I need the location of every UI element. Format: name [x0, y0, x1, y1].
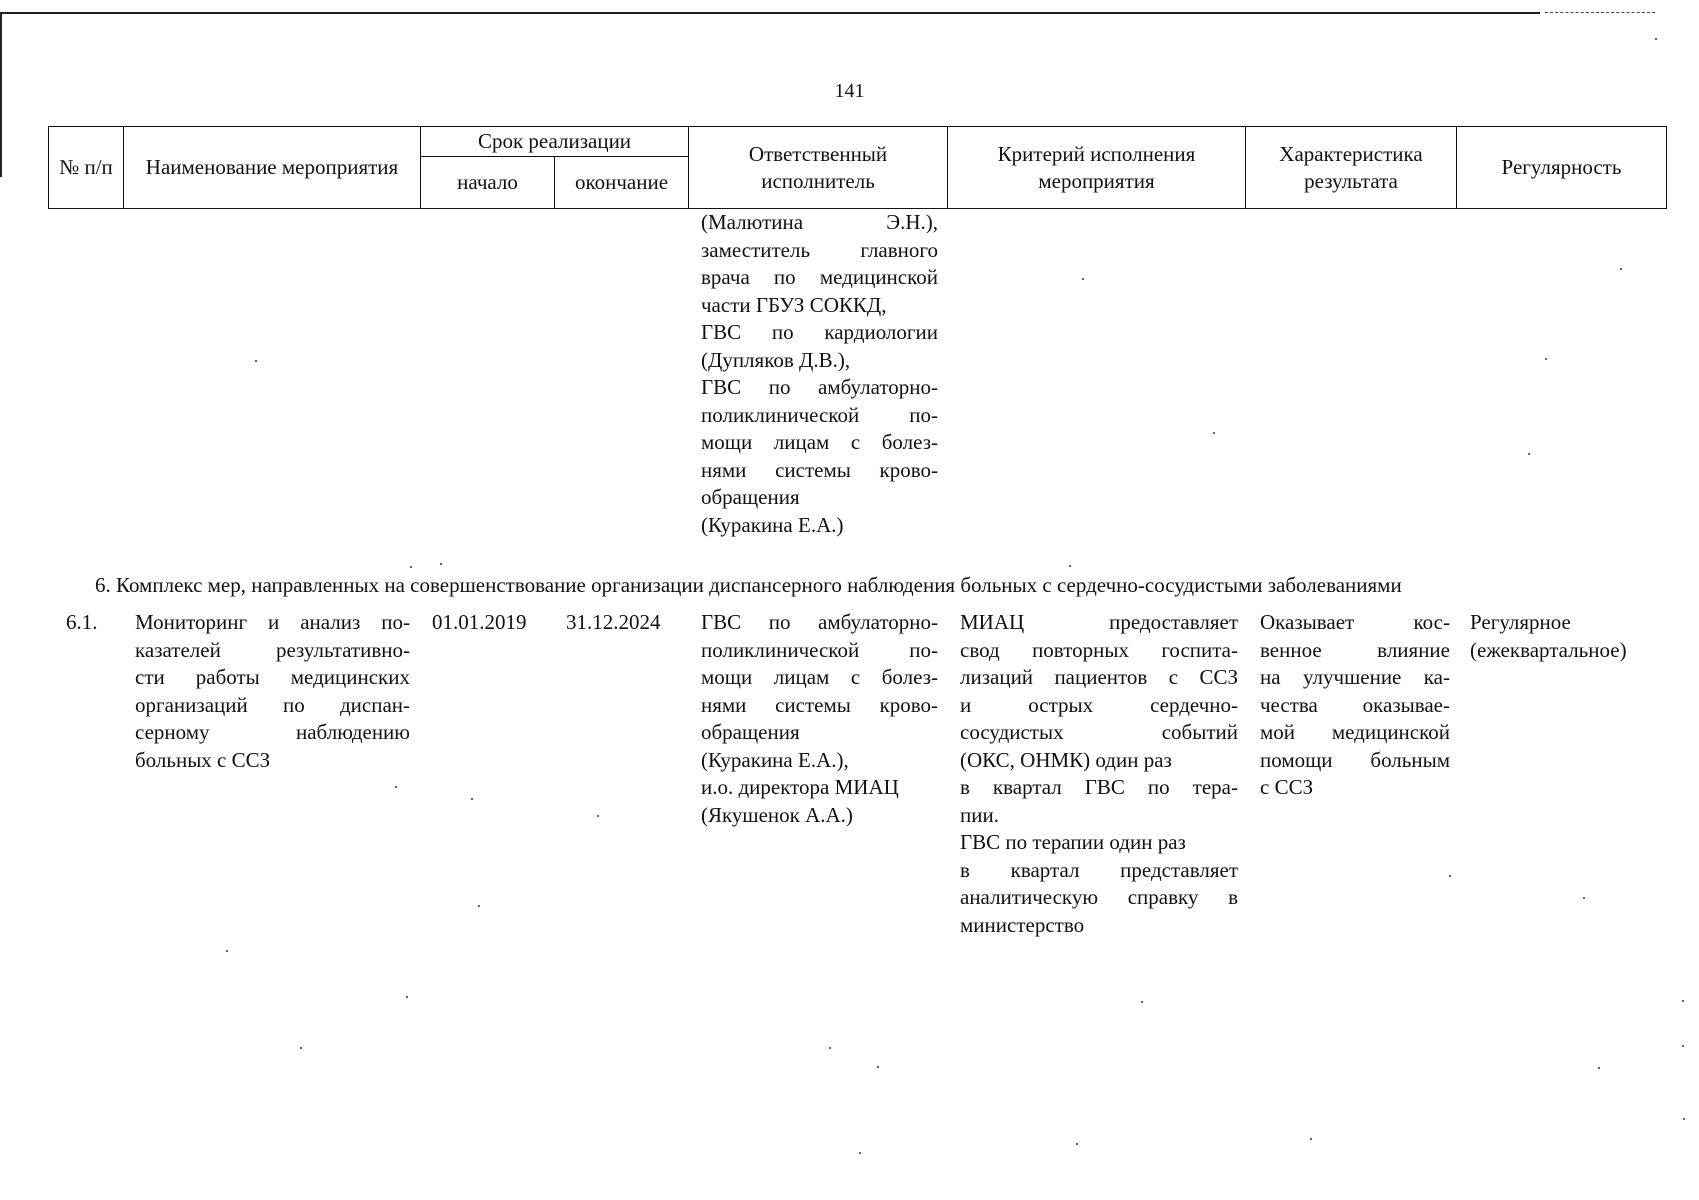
scan-speck	[1620, 268, 1622, 270]
header-regularity: Регулярность	[1457, 127, 1667, 209]
row-end-date: 31.12.2024	[566, 610, 661, 634]
scan-speck	[1213, 432, 1215, 434]
scan-border-top	[0, 12, 1540, 14]
scan-speck	[395, 786, 397, 788]
scan-speck	[1076, 1143, 1078, 1145]
scan-speck	[478, 905, 480, 907]
scan-speck	[1683, 1118, 1685, 1120]
header-period: Срок реализации	[421, 127, 689, 157]
header-responsible: Ответственный исполнитель	[689, 127, 948, 209]
scan-speck	[1682, 1045, 1684, 1047]
scan-speck	[859, 1152, 861, 1154]
header-result: Характеристика результата	[1246, 127, 1457, 209]
scan-speck	[255, 360, 257, 362]
scan-speck	[1069, 565, 1071, 567]
table-header	[48, 126, 1667, 209]
scan-speck	[1310, 1138, 1312, 1140]
row-result: Оказывает кос- венное влияние на улучшение ка- чества оказывае- мой медицинской помощи больным с ССЗ	[1260, 610, 1450, 799]
scan-speck	[1082, 278, 1084, 280]
row-criterion: МИАЦ предоставляет свод повторных госпита- лизаций пациентов с ССЗ и острых сердечно- сосудистых событий (ОКС, ОНМК) один раз в квартал ГВС по тера- пии. ГВС по терапии один раз в квартал представляет аналитическую справку в министерство	[960, 610, 1238, 937]
scan-speck	[406, 996, 408, 998]
scan-speck	[1598, 1067, 1600, 1069]
scan-speck	[471, 798, 473, 800]
scan-speck	[1682, 1000, 1684, 1002]
scan-speck	[1141, 1001, 1143, 1003]
row-start-date: 01.01.2019	[432, 610, 527, 634]
row-name: Мониторинг и анализ по- казателей результативно- сти работы медицинских организаций по диспан- серному наблюдению больных с ССЗ	[135, 610, 410, 772]
page-number: 141	[834, 80, 865, 102]
row-responsible: ГВС по амбулаторно- поликлинической по- мощи лицам с болез- нями системы крово- обращения (Куракина Е.А.), и.о. директора МИАЦ (Якушенок А.А.)	[701, 610, 938, 827]
header-end: окончание	[555, 157, 689, 209]
scan-speck	[829, 1047, 831, 1049]
section-title: 6. Комплекс мер, направленных на совершенствование организации диспансерного наблюдения больных с сердечно-сосудистыми заболеваниями	[95, 573, 1402, 597]
scan-speck	[1583, 897, 1585, 899]
scan-speck	[1655, 38, 1657, 40]
header-start: начало	[421, 157, 555, 209]
scan-speck	[1449, 875, 1451, 877]
scan-speck	[226, 950, 228, 952]
continuation-responsible: (Малютина Э.Н.), заместитель главного врача по медицинской части ГБУЗ СОККД, ГВС по кардиологии (Дупляков Д.В.), ГВС по амбулаторно- поликлинической по- мощи лицам с болез- нями системы крово- обращения (Куракина Е.А.)	[701, 210, 938, 537]
scan-speck	[597, 815, 599, 817]
header-criterion: Критерий исполнения мероприятия	[948, 127, 1246, 209]
scan-speck	[300, 1047, 302, 1049]
row-regularity: Регулярное (ежеквартальное)	[1470, 610, 1627, 662]
scan-speck	[410, 566, 412, 568]
row-num: 6.1.	[66, 610, 98, 634]
scan-border-top-dashed	[1545, 12, 1655, 13]
header-num: № п/п	[49, 127, 124, 209]
scan-speck	[440, 563, 442, 565]
scan-speck	[877, 1066, 879, 1068]
header-name: Наименование мероприятия	[124, 127, 421, 209]
scan-speck	[1528, 453, 1530, 455]
scan-speck	[1545, 358, 1547, 360]
